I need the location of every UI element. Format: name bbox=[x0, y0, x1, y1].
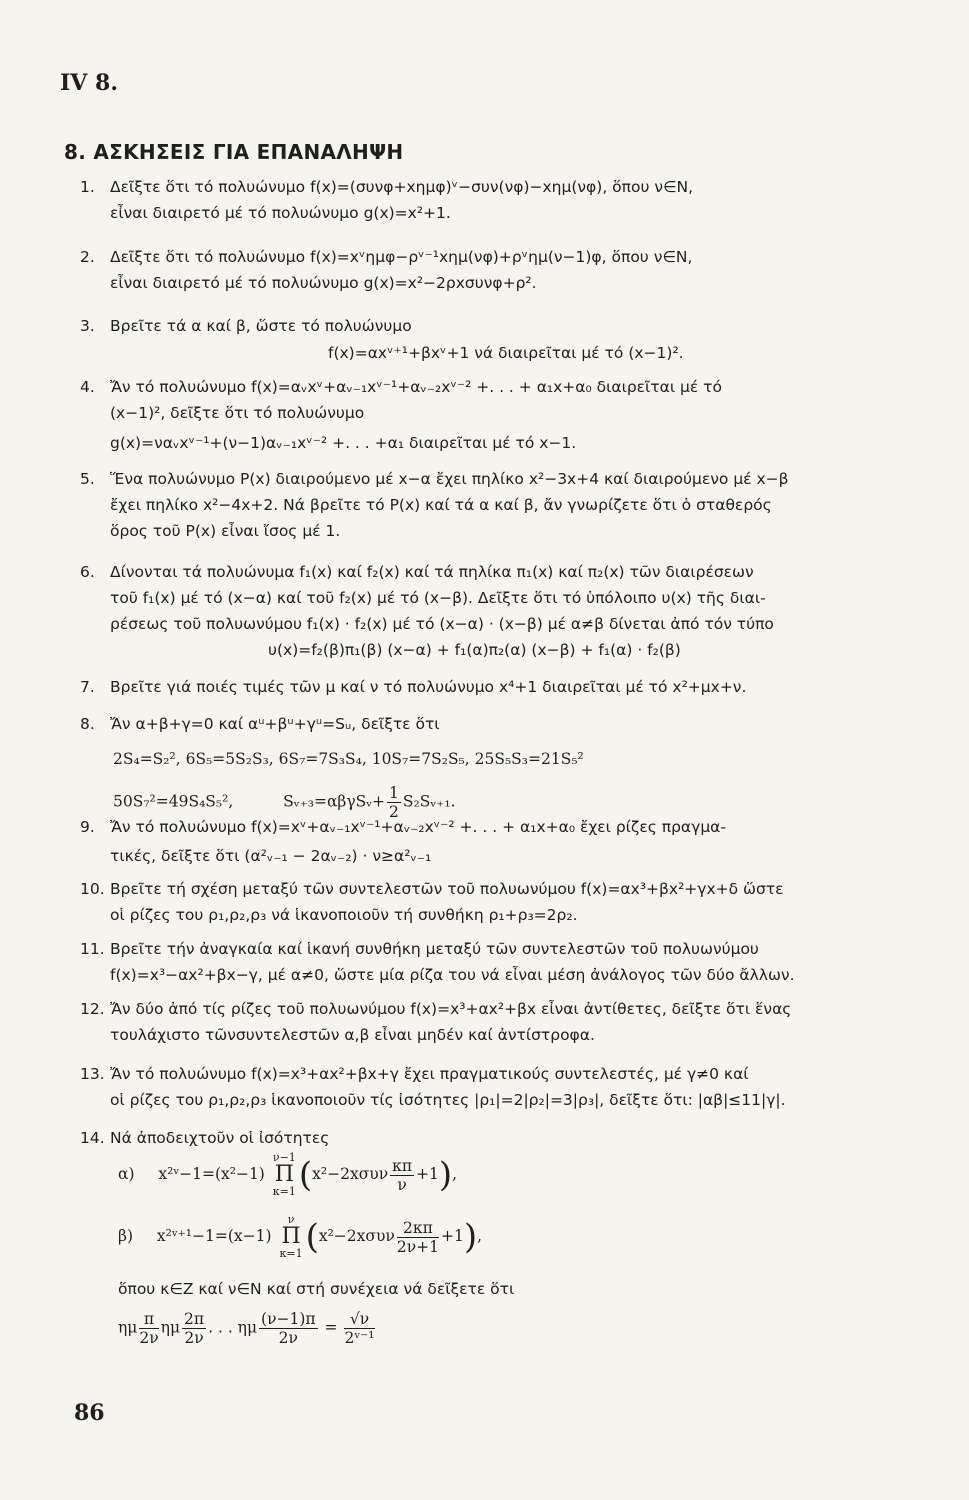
exercise-10-line-2: οἱ ρίζες του ρ₁,ρ₂,ρ₃ νά ἱκανοποιοῦν τή συνθήκη ρ₁+ρ₃=2ρ₂. bbox=[110, 906, 578, 924]
denominator: 2ᵛ⁻¹ bbox=[344, 1329, 375, 1347]
denominator: 2ν+1 bbox=[396, 1237, 439, 1256]
exercise-14 bbox=[80, 1127, 329, 1149]
product-pi: Π bbox=[281, 1224, 301, 1249]
exercise-6 bbox=[80, 561, 754, 583]
page-number: 86 bbox=[74, 1400, 105, 1426]
numerator: κπ bbox=[392, 1156, 413, 1175]
identity-lhs: x²ᵛ⁺¹−1=(x−1) bbox=[156, 1227, 272, 1245]
exercise-text: Δεῖξτε ὅτι τό πολυώνυμο f(x)=(συνφ+xημφ)ᵛ−συν(νφ)−xημ(νφ), ὅπου ν∈N, bbox=[110, 178, 694, 196]
exercise-5-line-2: ἔχει πηλίκο x²−4x+2. Νά βρεῖτε τό P(x) καί τά α καί β, ἄν γνωρίζετε ὅτι ὁ σταθερός bbox=[110, 496, 772, 514]
exercise-12 bbox=[80, 998, 791, 1020]
numerator: √ν bbox=[344, 1310, 374, 1329]
exercise-text: Βρεῖτε τήν ἀναγκαία καί ἱκανή συνθήκη μεταξύ τῶν συντελεστῶν τοῦ πολυωνύμου bbox=[110, 940, 759, 958]
fraction-3 bbox=[259, 1310, 318, 1347]
exercise-number: 13. bbox=[80, 1065, 105, 1083]
fraction-result bbox=[344, 1310, 374, 1347]
section-title: 8. ΑΣΚΗΣΕΙΣ ΓΙΑ ΕΠΑΝΑΛΗΨΗ bbox=[64, 140, 404, 164]
exercise-5 bbox=[80, 468, 789, 490]
exercise-number: 3. bbox=[80, 317, 95, 335]
exercise-text: Δεῖξτε ὅτι τό πολυώνυμο f(x)=xᵛημφ−ρᵛ⁻¹xημ(νφ)+ρᵛημ(ν−1)φ, ὅπου ν∈N, bbox=[110, 248, 693, 266]
identity-end: , bbox=[452, 1165, 458, 1183]
exercise-6-line-2: τοῦ f₁(x) μέ τό (x−α) καί τοῦ f₂(x) μέ τό (x−β). Δεῖξτε ὅτι τό ὑπόλοιπο υ(x) τῆς διαι- bbox=[110, 589, 766, 607]
product-upper-limit: ν−1 bbox=[272, 1151, 296, 1164]
exercise-4-line-3: g(x)=ναᵥxᵛ⁻¹+(ν−1)αᵥ₋₁xᵛ⁻² +. . . +α₁ διαιρεῖται μέ τό x−1. bbox=[110, 434, 577, 452]
fraction-2 bbox=[182, 1310, 206, 1347]
product-symbol bbox=[279, 1214, 302, 1260]
product-term-tail: +1 bbox=[416, 1165, 439, 1183]
exercise-text: Βρεῖτε γιά ποιές τιμές τῶν μ καί ν τό πολυώνυμο x⁴+1 διαιρεῖται μέ τό x²+μx+ν. bbox=[110, 678, 747, 696]
exercise-12-line-2: τουλάχιστο τῶνσυντελεστῶν α,β εἶναι μηδέν καί ἀντίστροφα. bbox=[110, 1026, 595, 1044]
exercise-number: 10. bbox=[80, 880, 105, 898]
numerator: π bbox=[139, 1310, 158, 1329]
denominator: 2ν bbox=[278, 1329, 298, 1347]
exercise-number: 11. bbox=[80, 940, 105, 958]
exercise-text: Δίνονται τά πολυώνυμα f₁(x) καί f₂(x) καί τά πηλίκα π₁(x) καί π₂(x) τῶν διαιρέσεων bbox=[110, 563, 754, 581]
exercise-11 bbox=[80, 938, 759, 960]
exercise-text: Ἄν δύο ἀπό τίς ρίζες τοῦ πολυωνύμου f(x)=x³+αx²+βx εἶναι ἀντίθετες, δεῖξτε ὅτι ἕνας bbox=[110, 1000, 792, 1018]
fraction-2kpi bbox=[397, 1219, 439, 1256]
sine-dots: . . . ημ bbox=[208, 1318, 258, 1337]
identity-alpha: α) x²ᵛ−1=(x²−1) ν−1 Π κ=1 (x²−2xσυν $\frac{\kappa\pi}{\nu}$ +1), bbox=[118, 1151, 458, 1198]
exercise-number: 1. bbox=[80, 178, 95, 196]
numerator: 2κπ bbox=[397, 1219, 439, 1238]
exercise-13-line-2: οἱ ρίζες του ρ₁,ρ₂,ρ₃ ἱκανοποιοῦν τίς ἰσότητες |ρ₁|=2|ρ₂|=3|ρ₃|, δεῖξτε ὅτι: |αβ|≤11|γ|. bbox=[110, 1091, 786, 1109]
running-head: IV 8. bbox=[60, 70, 118, 96]
exercise-13 bbox=[80, 1063, 749, 1085]
exercise-5-line-3: ὅρος τοῦ P(x) εἶναι ἴσος μέ 1. bbox=[110, 522, 341, 540]
exercise-text: Βρεῖτε τή σχέση μεταξύ τῶν συντελεστῶν τοῦ πολυωνύμου f(x)=αx³+βx²+γx+δ ὥστε bbox=[110, 880, 784, 898]
exercise-number: 6. bbox=[80, 563, 95, 581]
sine-product-identity bbox=[118, 1310, 377, 1347]
product-upper-limit: ν bbox=[287, 1213, 295, 1226]
exercise-8-identities: 2S₄=S₂², 6S₅=5S₂S₃, 6S₇=7S₃S₄, 10S₇=7S₂S₅, 25S₅S₃=21S₅² bbox=[113, 750, 584, 768]
exercise-number: 7. bbox=[80, 678, 95, 696]
numerator: (ν−1)π bbox=[261, 1310, 316, 1328]
exercise-number: 4. bbox=[80, 378, 95, 396]
exercise-number: 5. bbox=[80, 470, 95, 488]
exercise-text: Ἄν τό πολυώνυμο f(x)=x³+αx²+βx+γ ἔχει πραγματικούς συντελεστές, μέ γ≠0 καί bbox=[110, 1065, 749, 1083]
denominator: 2 bbox=[389, 803, 399, 821]
product-lower-limit: κ=1 bbox=[272, 1185, 296, 1198]
exercise-14-conclusion: ὅπου κ∈Z καί ν∈N καί στή συνέχεια νά δεῖξετε ὅτι bbox=[118, 1280, 515, 1298]
exercise-7 bbox=[80, 676, 746, 698]
identity-b: Sᵥ₊₃=αβγSᵥ+ bbox=[283, 792, 386, 811]
identity-label: β) bbox=[118, 1227, 134, 1245]
exercise-number: 12. bbox=[80, 1000, 105, 1018]
identity-c: S₂Sᵥ₊₁. bbox=[402, 792, 456, 811]
exercise-number: 14. bbox=[80, 1129, 105, 1147]
exercise-1 bbox=[80, 176, 693, 198]
product-term-tail: +1 bbox=[440, 1227, 464, 1245]
identity-beta: β) x²ᵛ⁺¹−1=(x−1) ν Π κ=1 (x²−2xσυν $\frac{2\kappa\pi}{2\nu+1}$ +1), bbox=[118, 1213, 483, 1260]
product-pi: Π bbox=[274, 1162, 294, 1187]
exercise-text: Ἄν τό πολυώνυμο f(x)=αᵥxᵛ+αᵥ₋₁xᵛ⁻¹+αᵥ₋₂xᵛ⁻² +. . . + α₁x+α₀ διαιρεῖται μέ τό bbox=[110, 378, 722, 396]
fraction-kpi-nu bbox=[390, 1157, 414, 1194]
exercise-number: 9. bbox=[80, 818, 95, 836]
exercise-text: Βρεῖτε τά α καί β, ὥστε τό πολυώνυμο bbox=[110, 317, 412, 335]
exercise-9-line-2: τικές, δεῖξτε ὅτι (α²ᵥ₋₁ − 2αᵥ₋₂) · ν≥α²ᵥ₋₁ bbox=[110, 847, 432, 865]
exercise-3 bbox=[80, 315, 412, 337]
exercise-3-line-2: f(x)=αxᵛ⁺¹+βxᵛ+1 νά διαιρεῖται μέ τό (x−1)². bbox=[328, 344, 684, 362]
product-lower-limit: κ=1 bbox=[279, 1247, 303, 1260]
exercise-9 bbox=[80, 816, 726, 838]
product-term: x²−2xσυν bbox=[312, 1165, 389, 1183]
exercise-1-line-2: εἶναι διαιρετό μέ τό πολυώνυμο g(x)=x²+1. bbox=[110, 204, 451, 222]
denominator: ν bbox=[397, 1175, 407, 1194]
exercise-4-line-2: (x−1)², δεῖξτε ὅτι τό πολυώνυμο bbox=[110, 404, 365, 422]
equals-sign: = bbox=[324, 1318, 338, 1337]
sine-label: ημ bbox=[118, 1318, 138, 1337]
identity-lhs: x²ᵛ−1=(x²−1) bbox=[158, 1165, 265, 1183]
exercise-6-line-3: ρέσεως τοῦ πολυωνύμου f₁(x) · f₂(x) μέ τό (x−α) · (x−β) μέ α≠β δίνεται ἀπό τόν τύπο bbox=[110, 615, 774, 633]
product-symbol bbox=[273, 1152, 296, 1198]
identity-label: α) bbox=[118, 1165, 135, 1183]
exercise-text: Ἄν τό πολυώνυμο f(x)=xᵛ+αᵥ₋₁xᵛ⁻¹+αᵥ₋₂xᵛ⁻² +. . . + α₁x+α₀ ἔχει ρίζες πραγμα- bbox=[110, 818, 726, 836]
exercise-number: 2. bbox=[80, 248, 95, 266]
identity-a: 50S₇²=49S₄S₅², bbox=[113, 792, 234, 811]
exercise-11-line-2: f(x)=x³−αx²+βx−γ, μέ α≠0, ὥστε μία ρίζα του νά εἶναι μέση ἀνάλογος τῶν δύο ἄλλων. bbox=[110, 966, 795, 984]
exercise-2 bbox=[80, 246, 692, 268]
exercise-6-formula: υ(x)=f₂(β)π₁(β) (x−α) + f₁(α)π₂(α) (x−β) + f₁(α) · f₂(β) bbox=[268, 641, 681, 659]
exercise-2-line-2: εἶναι διαιρετό μέ τό πολυώνυμο g(x)=x²−2ρxσυνφ+ρ². bbox=[110, 274, 537, 292]
denominator: 2ν bbox=[184, 1329, 204, 1347]
sine-label: ημ bbox=[160, 1318, 181, 1337]
numerator: 2π bbox=[184, 1310, 205, 1328]
exercise-text: Ἕνα πολυώνυμο P(x) διαιρούμενο μέ x−α ἔχει πηλίκο x²−3x+4 καί διαιρούμενο μέ x−β bbox=[110, 470, 789, 488]
exercise-4 bbox=[80, 376, 722, 398]
exercise-text: Ἄν α+β+γ=0 καί αᵘ+βᵘ+γᵘ=Sᵤ, δεῖξτε ὅτι bbox=[110, 715, 440, 733]
numerator: 1 bbox=[389, 784, 399, 802]
denominator: 2ν bbox=[139, 1329, 159, 1347]
exercise-10 bbox=[80, 878, 784, 900]
product-term: x²−2xσυν bbox=[318, 1227, 395, 1245]
fraction-1 bbox=[139, 1310, 158, 1347]
exercise-number: 8. bbox=[80, 715, 95, 733]
identity-end: , bbox=[477, 1227, 483, 1245]
exercise-8 bbox=[80, 713, 440, 735]
exercise-text: Νά ἀποδειχτοῦν οἱ ἰσότητες bbox=[110, 1129, 330, 1147]
